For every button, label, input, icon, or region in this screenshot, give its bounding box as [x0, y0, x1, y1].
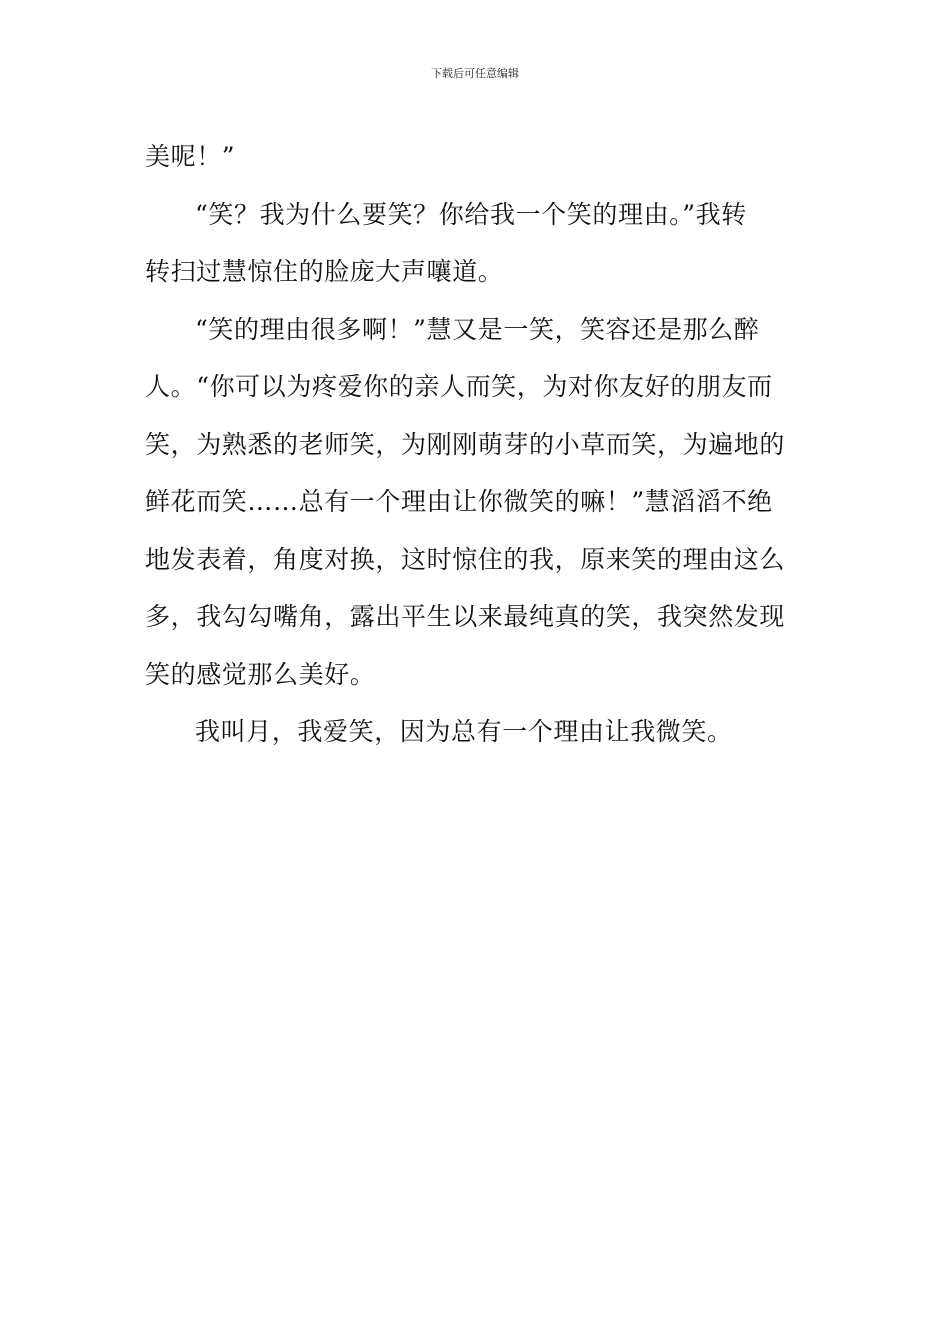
text-line: “笑？我为什么要笑？你给我一个笑的理由。”我转	[195, 199, 747, 229]
text-line: 笑的感觉那么美好。	[145, 659, 376, 689]
paragraph-1	[145, 128, 805, 186]
text-line: 我叫月，我爱笑，因为总有一个理由让我微笑。	[195, 717, 733, 746]
text-line: 鲜花而笑……总有一个理由让你微笑的嘛！”慧滔滔不绝	[145, 487, 773, 516]
text-line: 多，我勾勾嘴角，露出平生以来最纯真的笑，我突然发现	[145, 602, 786, 631]
text-line: 笑，为熟悉的老师笑，为刚刚萌芽的小草而笑，为遍地的	[145, 429, 786, 459]
paragraph-2	[145, 186, 805, 301]
text-line: 人。“你可以为疼爱你的亲人而笑，为对你友好的朋友而	[145, 372, 773, 401]
text-line: 地发表着，角度对换，这时惊住的我，原来笑的理由这么	[145, 544, 786, 574]
text-line: 美呢！”	[145, 142, 236, 171]
document-body	[145, 128, 805, 761]
paragraph-3	[145, 301, 805, 704]
text-line: “笑的理由很多啊！”慧又是一笑，笑容还是那么醉	[195, 314, 760, 344]
text-line: 转扫过慧惊住的脸庞大声嚷道。	[145, 257, 504, 286]
page-header: 下载后可任意编辑	[431, 67, 519, 80]
paragraph-4	[145, 703, 805, 761]
